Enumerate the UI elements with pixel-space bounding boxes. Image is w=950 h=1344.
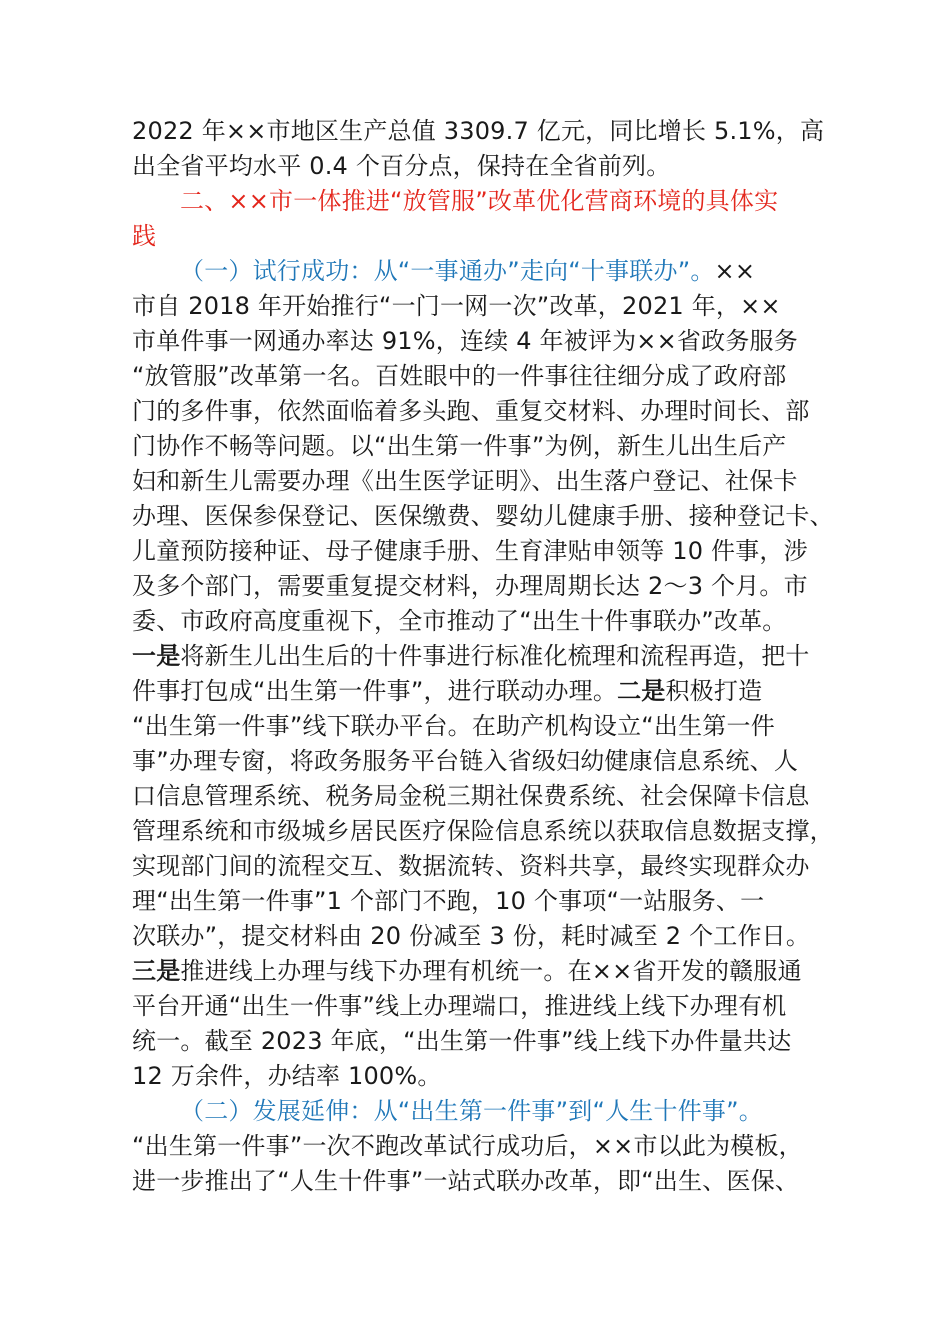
- paragraph-line: 妇和新生儿需要办理《出生医学证明》、出生落户登记、社保卡: [132, 467, 798, 495]
- paragraph-line: “出生第一件事”一次不跑改革试行成功后，××市以此为模板，: [132, 1132, 803, 1160]
- paragraph-text: 积极打造: [665, 677, 763, 705]
- subsection-heading: （一）试行成功：从“一事通办”走向“十事联办”。: [180, 257, 715, 285]
- paragraph-line: 市自 2018 年开始推行“一门一网一次”改革，2021 年，××: [132, 292, 781, 320]
- paragraph-line: 儿童预防接种证、母子健康手册、生育津贴申领等 10 件事，涉: [132, 537, 808, 565]
- paragraph-line: 办理、医保参保登记、医保缴费、婴幼儿健康手册、接种登记卡、: [132, 502, 834, 530]
- paragraph-line: 出全省平均水平 0.4 个百分点，保持在全省前列。: [132, 152, 671, 180]
- paragraph-line: [132, 954, 870, 989]
- paragraph-line: 口信息管理系统、税务局金税三期社保费系统、社会保障卡信息: [132, 782, 810, 810]
- paragraph-line: 实现部门间的流程交互、数据流转、资料共享，最终实现群众办: [132, 852, 810, 880]
- subsection-heading: （二）发展延伸：从“出生第一件事”到“人生十件事”。: [180, 1097, 763, 1125]
- paragraph-line: 管理系统和市级城乡居民医疗保险信息系统以获取信息数据支撑，: [132, 817, 834, 845]
- emphasis-marker: 一是: [132, 642, 181, 670]
- paragraph-line: 门协作不畅等问题。以“出生第一件事”为例，新生儿出生后产: [132, 432, 787, 460]
- paragraph-line: 委、市政府高度重视下，全市推动了“出生十件事联办”改革。: [132, 607, 787, 635]
- paragraph-text: ××: [714, 257, 756, 285]
- paragraph-text: 将新生儿出生后的十件事进行标准化梳理和流程再造，把十: [180, 642, 810, 670]
- paragraph-line: 次联办”，提交材料由 20 份减至 3 份，耗时减至 2 个工作日。: [132, 922, 811, 950]
- paragraph-line: 门的多件事，依然面临着多头跑、重复交材料、办理时间长、部: [132, 397, 810, 425]
- section-heading: 二、××市一体推进“放管服”改革优化营商环境的具体实: [180, 187, 779, 215]
- emphasis-marker: 二是: [617, 677, 666, 705]
- paragraph-text: 推进线上办理与线下办理有机统一。在××省开发的赣服通: [180, 957, 802, 985]
- paragraph-text: 件事打包成“出生第一件事”，进行联动办理。: [132, 677, 618, 705]
- paragraph-line: 2022 年××市地区生产总值 3309.7 亿元，同比增长 5.1%，高: [132, 117, 825, 145]
- paragraph-line: “放管服”改革第一名。百姓眼中的一件事往往细分成了政府部: [132, 362, 787, 390]
- subsection-first-line: [132, 254, 870, 289]
- paragraph-line: 12 万余件，办结率 100%。: [132, 1062, 442, 1090]
- paragraph-line: 市单件事一网通办率达 91%，连续 4 年被评为××省政务服务: [132, 327, 798, 355]
- paragraph-line: [132, 674, 870, 709]
- paragraph-line: 事”办理专窗，将政务服务平台链入省级妇幼健康信息系统、人: [132, 747, 799, 775]
- emphasis-marker: 三是: [132, 957, 181, 985]
- paragraph-line: [132, 639, 870, 674]
- paragraph-line: 进一步推出了“人生十件事”一站式联办改革，即“出生、医保、: [132, 1167, 800, 1195]
- paragraph-line: 平台开通“出生一件事”线上办理端口，推进线上线下办理有机: [132, 992, 787, 1020]
- paragraph-line: 理“出生第一件事”1 个部门不跑，10 个事项“一站服务、一: [132, 887, 765, 915]
- paragraph-line: 及多个部门，需要重复提交材料，办理周期长达 2～3 个月。市: [132, 572, 808, 600]
- paragraph-line: “出生第一件事”线下联办平台。在助产机构设立“出生第一件: [132, 712, 775, 740]
- section-heading-continued: 践: [132, 222, 157, 250]
- paragraph-line: 统一。截至 2023 年底，“出生第一件事”线上线下办件量共达: [132, 1027, 792, 1055]
